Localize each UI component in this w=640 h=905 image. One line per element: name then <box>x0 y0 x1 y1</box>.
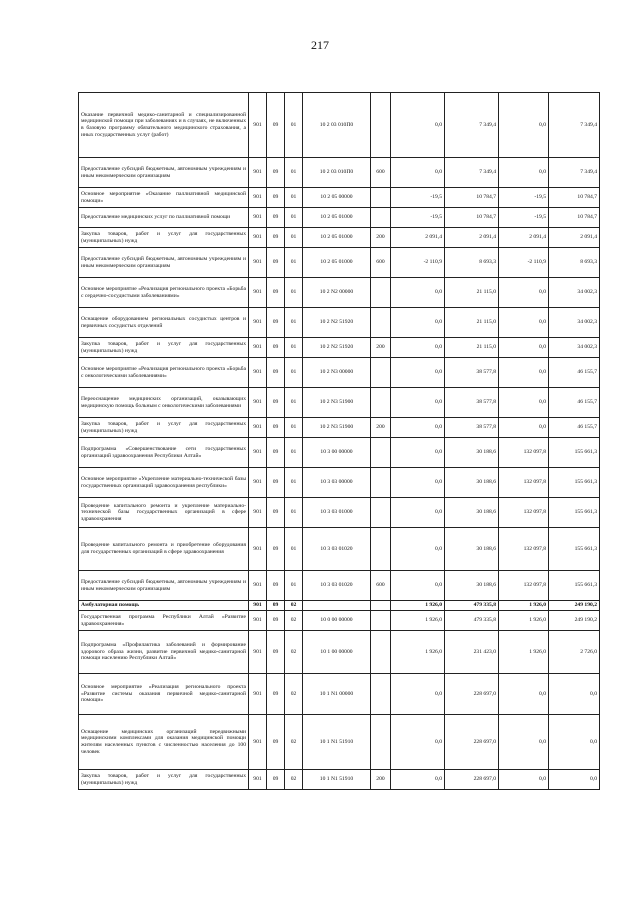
amount-year-1-cell: 21 115,0 <box>445 278 499 308</box>
section-code-cell: 09 <box>267 418 285 438</box>
row-name-cell: Подпрограмма «Профилактика заболеваний и формирование здорового образа жизни, развитие первичной медико-санитарной помощи населению Республики Алтай» <box>79 631 249 674</box>
row-name-cell: Основное мероприятие «Оказание паллиативной медицинской помощи» <box>79 188 249 208</box>
amount-change-cell: -19,5 <box>391 208 445 228</box>
amount-change-cell: 0,0 <box>391 158 445 188</box>
grbs-code-cell: 901 <box>249 498 267 528</box>
amount-year-1-cell: 10 784,7 <box>445 188 499 208</box>
grbs-code-cell: 901 <box>249 388 267 418</box>
subsection-code-cell: 01 <box>285 468 303 498</box>
budget-table <box>78 92 600 790</box>
row-name-cell: Основное мероприятие «Укрепление материально-технической базы государственных организаций здравоохранения республики» <box>79 468 249 498</box>
amount-change-2-cell: 0,0 <box>499 338 549 358</box>
expense-type-code-cell <box>371 208 391 228</box>
table-row <box>79 228 600 248</box>
subsection-code-cell: 01 <box>285 93 303 158</box>
row-name-cell: Предоставление субсидий бюджетным, автономным учреждениям и иным некоммерческим организациям <box>79 248 249 278</box>
amount-year-2-cell: 2 091,4 <box>549 228 600 248</box>
expense-type-code-cell <box>371 674 391 715</box>
table-row <box>79 674 600 715</box>
table-row <box>79 438 600 468</box>
expense-type-code-cell: 200 <box>371 770 391 790</box>
amount-year-2-cell: 7 349,4 <box>549 158 600 188</box>
target-article-code-cell: 10 1 00 00000 <box>303 631 371 674</box>
amount-change-cell: 0,0 <box>391 528 445 571</box>
subsection-code-cell: 01 <box>285 228 303 248</box>
row-name-cell: Проведение капитального ремонта и приобретение оборудования для государственных организаций в сфере здравоохранения <box>79 528 249 571</box>
expense-type-code-cell <box>371 438 391 468</box>
amount-change-cell: 1 926,0 <box>391 611 445 631</box>
section-code-cell: 09 <box>267 528 285 571</box>
row-name-cell: Оказание первичной медико-санитарной и специализированной медицинской помощи при заболеваниях и в случаях, не включенных в базовую программу обязательного медицинского страхования, а иных государственных услуг (работ) <box>79 93 249 158</box>
amount-year-2-cell: 46 155,7 <box>549 418 600 438</box>
amount-change-cell: 0,0 <box>391 674 445 715</box>
grbs-code-cell: 901 <box>249 715 267 770</box>
table-row <box>79 715 600 770</box>
target-article-code-cell: 10 1 N1 00000 <box>303 674 371 715</box>
amount-change-2-cell: -19,5 <box>499 208 549 228</box>
amount-change-2-cell: 0,0 <box>499 388 549 418</box>
amount-year-2-cell: 155 661,3 <box>549 438 600 468</box>
table-row <box>79 770 600 790</box>
amount-year-1-cell: 479 335,8 <box>445 601 499 611</box>
expense-type-code-cell: 600 <box>371 248 391 278</box>
table-row <box>79 188 600 208</box>
row-name-cell: Предоставление медицинских услуг по паллиативной помощи <box>79 208 249 228</box>
subsection-code-cell: 01 <box>285 388 303 418</box>
grbs-code-cell: 901 <box>249 158 267 188</box>
amount-year-2-cell: 46 155,7 <box>549 388 600 418</box>
expense-type-code-cell: 200 <box>371 418 391 438</box>
amount-year-2-cell: 10 784,7 <box>549 188 600 208</box>
amount-year-1-cell: 21 115,0 <box>445 338 499 358</box>
expense-type-code-cell <box>371 358 391 388</box>
expense-type-code-cell <box>371 388 391 418</box>
row-name-cell: Предоставление субсидий бюджетным, автономным учреждениям и иным некоммерческим организациям <box>79 158 249 188</box>
amount-change-cell: 0,0 <box>391 338 445 358</box>
amount-change-2-cell: 1 926,0 <box>499 611 549 631</box>
grbs-code-cell: 901 <box>249 188 267 208</box>
expense-type-code-cell <box>371 93 391 158</box>
amount-change-2-cell: 132 097,8 <box>499 498 549 528</box>
target-article-code-cell: 10 3 03 01000 <box>303 498 371 528</box>
amount-year-1-cell: 7 349,4 <box>445 93 499 158</box>
amount-year-2-cell: 155 661,3 <box>549 571 600 601</box>
amount-year-1-cell: 30 188,6 <box>445 571 499 601</box>
amount-change-cell: 0,0 <box>391 388 445 418</box>
amount-year-1-cell: 231 423,0 <box>445 631 499 674</box>
target-article-code-cell: 10 2 N3 51900 <box>303 388 371 418</box>
row-name-cell: Основное мероприятие «Реализация регионального проекта «Борьба с онкологическими заболеваниями» <box>79 358 249 388</box>
amount-year-2-cell: 10 784,7 <box>549 208 600 228</box>
target-article-code-cell: 10 2 N2 51920 <box>303 338 371 358</box>
amount-year-2-cell: 8 693,3 <box>549 248 600 278</box>
subsection-code-cell: 01 <box>285 338 303 358</box>
subsection-code-cell: 01 <box>285 418 303 438</box>
table-row <box>79 208 600 228</box>
amount-year-2-cell: 0,0 <box>549 715 600 770</box>
amount-year-1-cell: 30 188,6 <box>445 528 499 571</box>
section-code-cell: 09 <box>267 770 285 790</box>
grbs-code-cell: 901 <box>249 248 267 278</box>
subsection-code-cell: 02 <box>285 674 303 715</box>
table-row <box>79 418 600 438</box>
target-article-code-cell: 10 2 05 00000 <box>303 188 371 208</box>
expense-type-code-cell: 600 <box>371 158 391 188</box>
grbs-code-cell: 901 <box>249 674 267 715</box>
target-article-code-cell: 10 2 05 01000 <box>303 208 371 228</box>
expense-type-code-cell <box>371 631 391 674</box>
amount-year-1-cell: 38 577,8 <box>445 388 499 418</box>
amount-year-2-cell: 155 661,3 <box>549 498 600 528</box>
grbs-code-cell: 901 <box>249 468 267 498</box>
section-code-cell: 09 <box>267 208 285 228</box>
amount-year-1-cell: 38 577,8 <box>445 358 499 388</box>
amount-year-2-cell: 249 190,2 <box>549 601 600 611</box>
amount-change-2-cell: 0,0 <box>499 770 549 790</box>
amount-change-2-cell: 132 097,8 <box>499 571 549 601</box>
amount-year-2-cell: 46 155,7 <box>549 358 600 388</box>
table-row <box>79 498 600 528</box>
section-code-cell: 09 <box>267 358 285 388</box>
amount-year-2-cell: 34 002,3 <box>549 278 600 308</box>
target-article-code-cell: 10 1 N1 51910 <box>303 770 371 790</box>
row-name-cell: Основное мероприятие «Реализация регионального проекта «Борьба с сердечно-сосудистыми заболеваниями» <box>79 278 249 308</box>
target-article-code-cell: 10 2 N2 00000 <box>303 278 371 308</box>
row-name-cell: Закупка товаров, работ и услуг для государственных (муниципальных) нужд <box>79 770 249 790</box>
section-code-cell: 09 <box>267 248 285 278</box>
amount-change-cell: 0,0 <box>391 715 445 770</box>
amount-change-2-cell: 0,0 <box>499 158 549 188</box>
section-code-cell: 09 <box>267 674 285 715</box>
amount-change-2-cell: 132 097,8 <box>499 438 549 468</box>
table-row <box>79 571 600 601</box>
row-name-cell: Оснащение медицинских организаций передвижными медицинскими комплексами для оказания медицинской помощи жителям населенных пунктов с численностью населения до 100 человек <box>79 715 249 770</box>
amount-change-2-cell: -19,5 <box>499 188 549 208</box>
amount-year-1-cell: 228 697,0 <box>445 715 499 770</box>
grbs-code-cell: 901 <box>249 338 267 358</box>
expense-type-code-cell <box>371 715 391 770</box>
amount-change-cell: 0,0 <box>391 93 445 158</box>
amount-change-2-cell: 0,0 <box>499 308 549 338</box>
amount-year-1-cell: 30 188,6 <box>445 498 499 528</box>
target-article-code-cell: 10 1 N1 51910 <box>303 715 371 770</box>
amount-change-2-cell: 0,0 <box>499 93 549 158</box>
table-row <box>79 158 600 188</box>
target-article-code-cell: 10 2 05 01000 <box>303 248 371 278</box>
grbs-code-cell: 901 <box>249 228 267 248</box>
grbs-code-cell: 901 <box>249 601 267 611</box>
grbs-code-cell: 901 <box>249 278 267 308</box>
row-name-cell: Амбулаторная помощь <box>79 601 249 611</box>
amount-change-2-cell: 132 097,8 <box>499 468 549 498</box>
amount-year-1-cell: 479 335,8 <box>445 611 499 631</box>
subsection-code-cell: 01 <box>285 358 303 388</box>
subsection-code-cell: 02 <box>285 631 303 674</box>
subsection-code-cell: 01 <box>285 498 303 528</box>
row-name-cell: Закупка товаров, работ и услуг для государственных (муниципальных) нужд <box>79 338 249 358</box>
amount-change-cell: 0,0 <box>391 571 445 601</box>
section-code-cell: 09 <box>267 715 285 770</box>
amount-year-1-cell: 2 091,4 <box>445 228 499 248</box>
section-code-cell: 09 <box>267 158 285 188</box>
subsection-code-cell: 01 <box>285 188 303 208</box>
amount-year-2-cell: 155 661,3 <box>549 468 600 498</box>
expense-type-code-cell <box>371 278 391 308</box>
amount-year-2-cell: 34 002,3 <box>549 338 600 358</box>
amount-year-1-cell: 7 349,4 <box>445 158 499 188</box>
subsection-code-cell: 02 <box>285 770 303 790</box>
amount-change-cell: 1 926,0 <box>391 601 445 611</box>
target-article-code-cell: 10 2 03 010П0 <box>303 158 371 188</box>
grbs-code-cell: 901 <box>249 631 267 674</box>
target-article-code-cell <box>303 601 371 611</box>
table-row <box>79 358 600 388</box>
section-code-cell: 09 <box>267 93 285 158</box>
amount-change-2-cell: 0,0 <box>499 418 549 438</box>
section-code-cell: 09 <box>267 571 285 601</box>
expense-type-code-cell <box>371 601 391 611</box>
amount-change-cell: 0,0 <box>391 770 445 790</box>
expense-type-code-cell: 600 <box>371 571 391 601</box>
amount-change-cell: 0,0 <box>391 278 445 308</box>
amount-year-2-cell: 7 349,4 <box>549 93 600 158</box>
grbs-code-cell: 901 <box>249 418 267 438</box>
amount-change-cell: 1 926,0 <box>391 631 445 674</box>
section-code-cell: 09 <box>267 631 285 674</box>
table-row <box>79 338 600 358</box>
table-row <box>79 388 600 418</box>
amount-change-2-cell: 132 097,8 <box>499 528 549 571</box>
section-code-cell: 09 <box>267 388 285 418</box>
subsection-code-cell: 01 <box>285 158 303 188</box>
amount-year-1-cell: 8 693,3 <box>445 248 499 278</box>
subsection-code-cell: 01 <box>285 208 303 228</box>
amount-year-2-cell: 2 726,0 <box>549 631 600 674</box>
amount-change-2-cell: 0,0 <box>499 278 549 308</box>
table-row <box>79 248 600 278</box>
row-name-cell: Оснащение оборудованием региональных сосудистых центров и первичных сосудистых отделений <box>79 308 249 338</box>
row-name-cell: Проведение капитального ремонта и укрепление материально-технической базы государственных организаций в сфере здравоохранения <box>79 498 249 528</box>
table-row <box>79 631 600 674</box>
grbs-code-cell: 901 <box>249 358 267 388</box>
subsection-code-cell: 01 <box>285 278 303 308</box>
section-code-cell: 09 <box>267 188 285 208</box>
amount-change-2-cell: 1 926,0 <box>499 601 549 611</box>
table-row <box>79 611 600 631</box>
section-code-cell: 09 <box>267 601 285 611</box>
expense-type-code-cell <box>371 528 391 571</box>
target-article-code-cell: 10 2 N3 51900 <box>303 418 371 438</box>
amount-change-cell: 0,0 <box>391 498 445 528</box>
amount-change-2-cell: 1 926,0 <box>499 631 549 674</box>
section-code-cell: 09 <box>267 438 285 468</box>
section-code-cell: 09 <box>267 468 285 498</box>
table-row <box>79 601 600 611</box>
target-article-code-cell: 10 3 03 01020 <box>303 571 371 601</box>
amount-change-cell: 0,0 <box>391 308 445 338</box>
grbs-code-cell: 901 <box>249 571 267 601</box>
expense-type-code-cell: 200 <box>371 228 391 248</box>
amount-change-cell: 2 091,4 <box>391 228 445 248</box>
section-code-cell: 09 <box>267 308 285 338</box>
amount-change-2-cell: 0,0 <box>499 674 549 715</box>
row-name-cell: Закупка товаров, работ и услуг для государственных (муниципальных) нужд <box>79 418 249 438</box>
target-article-code-cell: 10 3 03 01020 <box>303 528 371 571</box>
target-article-code-cell: 10 3 03 00000 <box>303 468 371 498</box>
amount-year-1-cell: 30 188,6 <box>445 468 499 498</box>
row-name-cell: Предоставление субсидий бюджетным, автономным учреждениям и иным некоммерческим организациям <box>79 571 249 601</box>
amount-year-2-cell: 249 190,2 <box>549 611 600 631</box>
amount-change-cell: -19,5 <box>391 188 445 208</box>
subsection-code-cell: 01 <box>285 528 303 571</box>
row-name-cell: Подпрограмма «Совершенствование сети государственных организаций здравоохранения Республики Алтай» <box>79 438 249 468</box>
amount-change-cell: 0,0 <box>391 438 445 468</box>
grbs-code-cell: 901 <box>249 208 267 228</box>
page-number: 217 <box>311 38 329 52</box>
row-name-cell: Государственная программа Республики Алтай «Развитие здравоохранения» <box>79 611 249 631</box>
section-code-cell: 09 <box>267 228 285 248</box>
amount-change-cell: -2 110,9 <box>391 248 445 278</box>
amount-change-cell: 0,0 <box>391 418 445 438</box>
amount-year-1-cell: 10 784,7 <box>445 208 499 228</box>
amount-change-2-cell: -2 110,9 <box>499 248 549 278</box>
amount-year-1-cell: 38 577,8 <box>445 418 499 438</box>
amount-year-1-cell: 228 697,0 <box>445 770 499 790</box>
subsection-code-cell: 01 <box>285 308 303 338</box>
amount-change-2-cell: 0,0 <box>499 358 549 388</box>
budget-table-body <box>79 93 600 790</box>
table-row <box>79 308 600 338</box>
amount-year-1-cell: 21 115,0 <box>445 308 499 338</box>
section-code-cell: 09 <box>267 338 285 358</box>
amount-year-2-cell: 0,0 <box>549 674 600 715</box>
amount-year-1-cell: 228 697,0 <box>445 674 499 715</box>
subsection-code-cell: 01 <box>285 248 303 278</box>
target-article-code-cell: 10 3 00 00000 <box>303 438 371 468</box>
target-article-code-cell: 10 2 03 010П0 <box>303 93 371 158</box>
target-article-code-cell: 10 2 05 01000 <box>303 228 371 248</box>
section-code-cell: 09 <box>267 611 285 631</box>
target-article-code-cell: 10 0 00 00000 <box>303 611 371 631</box>
subsection-code-cell: 02 <box>285 601 303 611</box>
amount-year-2-cell: 34 002,3 <box>549 308 600 338</box>
amount-year-2-cell: 0,0 <box>549 770 600 790</box>
target-article-code-cell: 10 2 N3 00000 <box>303 358 371 388</box>
grbs-code-cell: 901 <box>249 438 267 468</box>
row-name-cell: Закупка товаров, работ и услуг для государственных (муниципальных) нужд <box>79 228 249 248</box>
grbs-code-cell: 901 <box>249 611 267 631</box>
expense-type-code-cell <box>371 188 391 208</box>
section-code-cell: 09 <box>267 278 285 308</box>
section-code-cell: 09 <box>267 498 285 528</box>
expense-type-code-cell <box>371 611 391 631</box>
grbs-code-cell: 901 <box>249 770 267 790</box>
expense-type-code-cell <box>371 498 391 528</box>
grbs-code-cell: 901 <box>249 528 267 571</box>
table-row <box>79 468 600 498</box>
expense-type-code-cell: 200 <box>371 338 391 358</box>
expense-type-code-cell <box>371 468 391 498</box>
table-row <box>79 528 600 571</box>
amount-year-1-cell: 30 188,6 <box>445 438 499 468</box>
amount-change-cell: 0,0 <box>391 358 445 388</box>
row-name-cell: Основное мероприятие «Реализация регионального проекта «Развитие системы оказания первичной медико-санитарной помощи» <box>79 674 249 715</box>
amount-change-2-cell: 0,0 <box>499 715 549 770</box>
table-row <box>79 278 600 308</box>
amount-change-cell: 0,0 <box>391 468 445 498</box>
grbs-code-cell: 901 <box>249 308 267 338</box>
subsection-code-cell: 02 <box>285 611 303 631</box>
amount-change-2-cell: 2 091,4 <box>499 228 549 248</box>
subsection-code-cell: 02 <box>285 715 303 770</box>
subsection-code-cell: 01 <box>285 438 303 468</box>
row-name-cell: Переоснащение медицинских организаций, оказывающих медицинскую помощь больным с онкологическими заболеваниями <box>79 388 249 418</box>
amount-year-2-cell: 155 661,3 <box>549 528 600 571</box>
expense-type-code-cell <box>371 308 391 338</box>
table-row <box>79 93 600 158</box>
subsection-code-cell: 01 <box>285 571 303 601</box>
target-article-code-cell: 10 2 N2 51920 <box>303 308 371 338</box>
grbs-code-cell: 901 <box>249 93 267 158</box>
